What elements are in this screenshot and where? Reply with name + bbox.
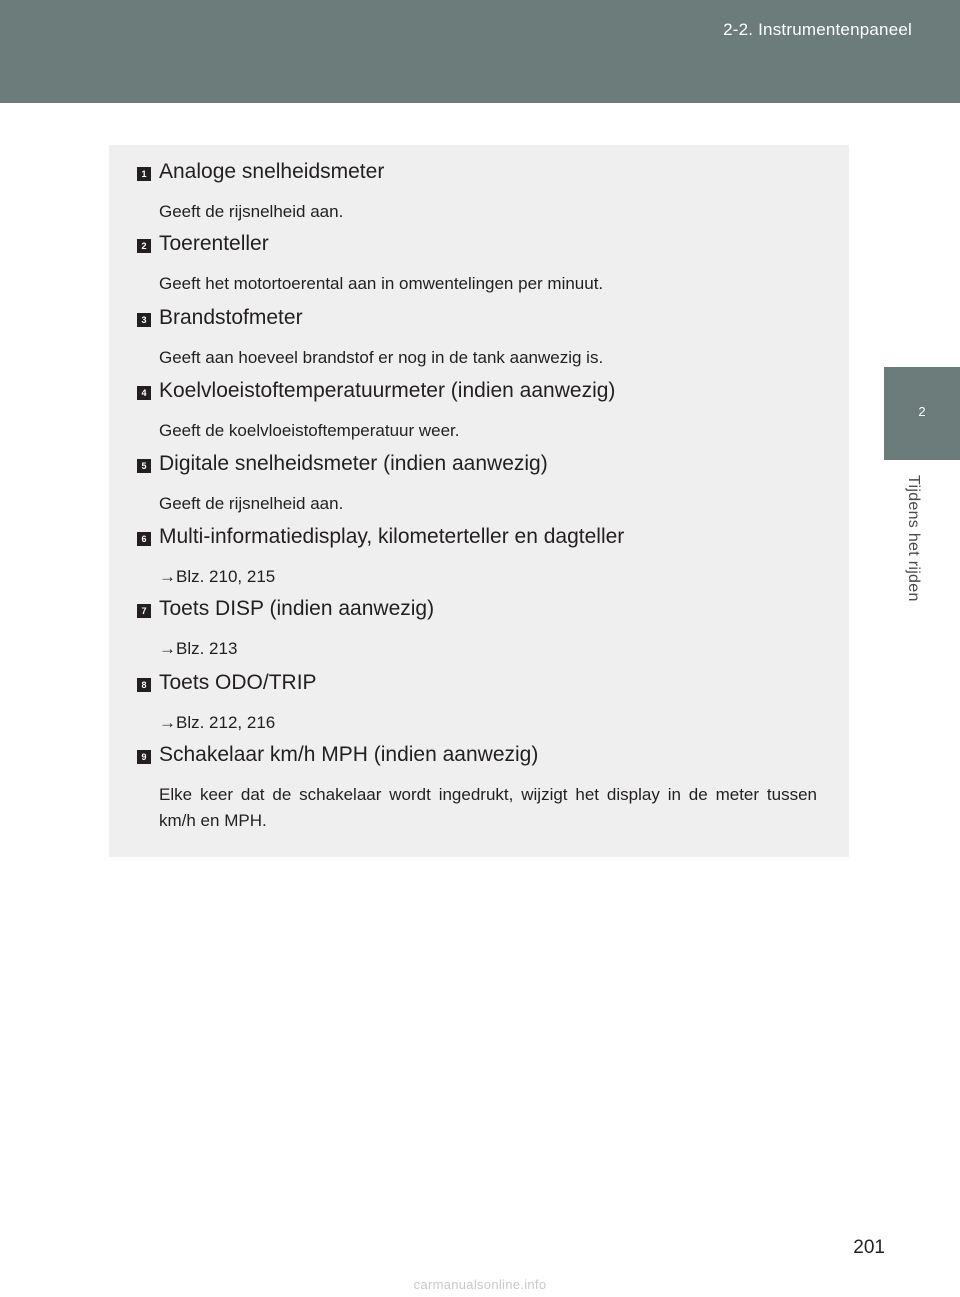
item-title: Schakelaar km/h MPH (indien aanwezig) [159,743,539,766]
page-number: 201 [853,1237,885,1258]
item-title: Multi-informatiedisplay, kilometerteller en dagteller [159,525,625,548]
item-number-badge: 7 [137,604,151,618]
header-bar [0,0,960,103]
watermark: carmanualsonline.info [413,1277,547,1292]
section-title: 2-2. Instrumentenpaneel [723,20,912,39]
item-title: Brandstofmeter [159,306,303,329]
item-title: Koelvloeistoftemperatuurmeter (indien aanwezig) [159,379,616,402]
item-reference: →Blz. 210, 215 [159,567,276,586]
item-number-badge: 8 [137,678,151,692]
content-panel [109,145,849,857]
item-title: Digitale snelheidsmeter (indien aanwezig) [159,452,548,475]
chapter-tab [884,367,960,460]
item-description: Geeft de koelvloeistoftemperatuur weer. [159,421,460,440]
item-description: Geeft de rijsnelheid aan. [159,494,344,513]
item-number-badge: 1 [137,167,151,181]
chapter-number: 2 [918,404,926,419]
item-number-badge: 2 [137,239,151,253]
item-number-badge: 3 [137,313,151,327]
item-reference: →Blz. 213 [159,639,238,658]
item-title: Toets DISP (indien aanwezig) [159,597,435,620]
item-title: Toets ODO/TRIP [159,671,317,694]
item-number-badge: 5 [137,459,151,473]
item-title: Toerenteller [159,232,269,255]
item-description: Geeft aan hoeveel brandstof er nog in de tank aanwezig is. [159,348,604,367]
item-description: Elke keer dat de schakelaar wordt ingedrukt, wijzigt het display in de meter tussen km/h en MPH. [159,785,817,830]
item-number-badge: 6 [137,532,151,546]
item-number-badge: 4 [137,386,151,400]
item-reference: →Blz. 212, 216 [159,713,276,732]
item-number-badge: 9 [137,750,151,764]
item-title: Analoge snelheidsmeter [159,160,385,183]
chapter-label: Tijdens het rijden [905,475,922,602]
item-description: Geeft het motortoerental aan in omwentelingen per minuut. [159,274,604,293]
item-description: Geeft de rijsnelheid aan. [159,202,344,221]
